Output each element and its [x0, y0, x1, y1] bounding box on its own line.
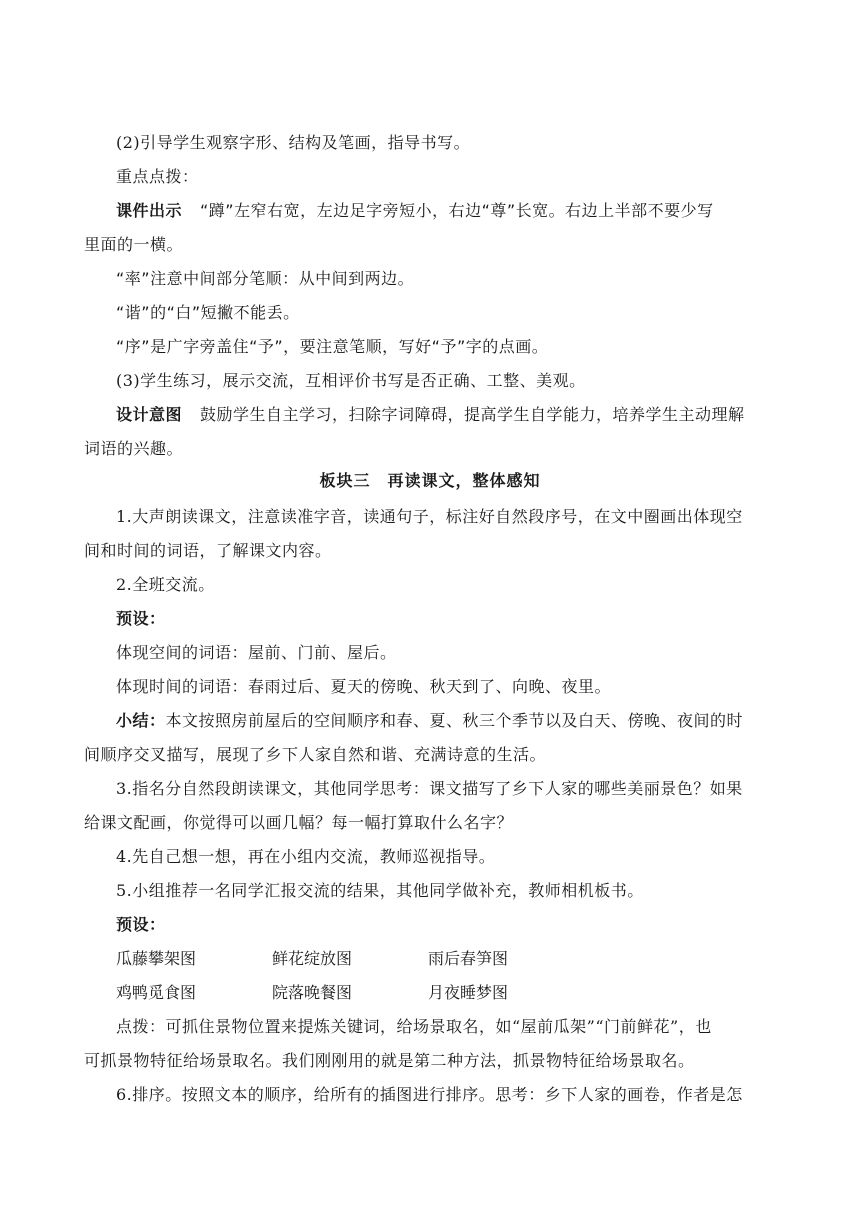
design-intent-text: 鼓励学生自主学习，扫除字词障碍，提高学生自学能力，培养学生主动理解 [200, 405, 745, 424]
paragraph-line: 间顺序交叉描写，展现了乡下人家自然和谐、充满诗意的生活。 [84, 745, 547, 764]
label-design-intent: 设计意图 [116, 405, 183, 424]
paragraph-line: 3.指名分自然段朗读课文，其他同学思考：课文描写了乡下人家的哪些美丽景色？如果 [116, 779, 743, 798]
paragraph-line: “序”是广字旁盖住“予”，要注意笔顺，写好“予”字的点画。 [116, 337, 549, 356]
paragraph-line: 体现空间的词语：屋前、门前、屋后。 [116, 643, 397, 662]
picture-name: 月夜睡梦图 [428, 983, 509, 1002]
picture-name: 鲜花绽放图 [272, 949, 353, 968]
label-courseware: 课件出示 [116, 201, 183, 220]
paragraph-line: 里面的一横。 [84, 235, 184, 254]
paragraph-line: “率”注意中间部分笔顺：从中间到两边。 [116, 269, 415, 288]
preset-label: 预设： [116, 915, 166, 934]
paragraph-line: (3)学生练习，展示交流，互相评价书写是否正确、工整、美观。 [116, 371, 586, 390]
label-summary: 小结： [116, 711, 166, 730]
section-title: 板块三 再读课文，整体感知 [319, 471, 541, 490]
paragraph-line: 间和时间的词语，了解课文内容。 [84, 541, 332, 560]
paragraph-line: 2.全班交流。 [116, 575, 215, 594]
paragraph-line: 词语的兴趣。 [84, 439, 184, 458]
picture-name: 瓜藤攀架图 [116, 949, 197, 968]
paragraph-line: 重点点拨： [116, 167, 199, 186]
paragraph-line: 1.大声朗读课文，注意读准字音，读通句子，标注好自然段序号，在文中圈画出体现空 [116, 507, 743, 526]
summary-text: 本文按照房前屋后的空间顺序和春、夏、秋三个季节以及白天、傍晚、夜间的时 [165, 711, 744, 730]
paragraph-line: 可抓景物特征给场景取名。我们刚刚用的就是第二种方法，抓景物特征给场景取名。 [84, 1051, 695, 1070]
paragraph-line: 点拨：可抓住景物位置来提炼关键词，给场景取名，如“屋前瓜架”“门前鲜花”，也 [116, 1017, 712, 1036]
picture-name: 鸡鸭觅食图 [116, 983, 197, 1002]
paragraph-line: 体现时间的词语：春雨过后、夏天的傍晚、秋天到了、向晚、夜里。 [116, 677, 612, 696]
paragraph-line: 6.排序。按照文本的顺序，给所有的插图进行排序。思考：乡下人家的画卷，作者是怎 [116, 1085, 743, 1104]
paragraph-line: (2)引导学生观察字形、结构及笔画，指导书写。 [116, 133, 471, 152]
picture-name: 雨后春笋图 [428, 949, 509, 968]
paragraph-line [116, 708, 816, 731]
paragraph-line [116, 402, 816, 425]
paragraph-line: 5.小组推荐一名同学汇报交流的结果，其他同学做补充，教师相机板书。 [116, 881, 644, 900]
picture-name: 院落晚餐图 [272, 983, 353, 1002]
courseware-text: “蹲”左窄右宽，左边足字旁短小，右边“尊”长宽。右边上半部不要少写 [200, 201, 714, 220]
paragraph-line [116, 198, 816, 221]
paragraph-line: 4.先自己想一想，再在小组内交流，教师巡视指导。 [116, 847, 496, 866]
paragraph-line: 给课文配画，你觉得可以画几幅？每一幅打算取什么名字？ [84, 813, 514, 832]
preset-label: 预设： [116, 609, 166, 628]
paragraph-line: “谐”的“白”短撇不能丢。 [116, 303, 300, 322]
